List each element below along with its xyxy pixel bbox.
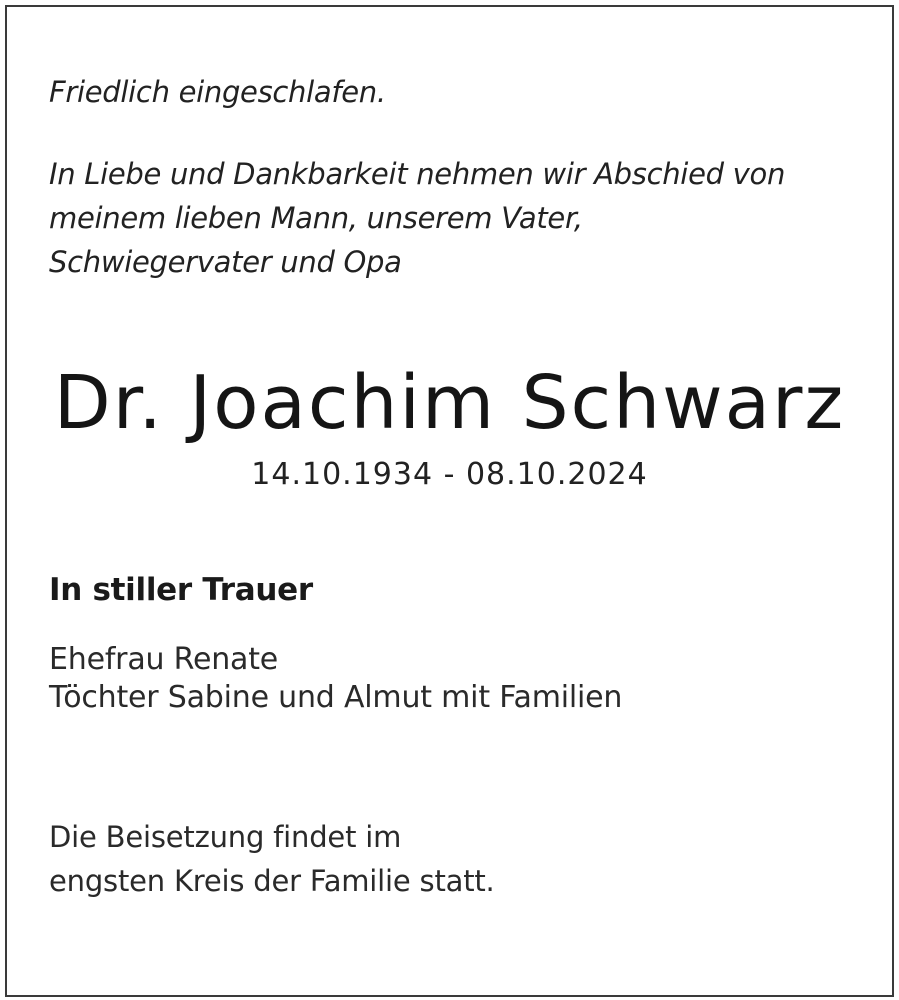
- funeral-line-1: Die Beisetzung findet im: [49, 820, 402, 854]
- mourning-title: In stiller Trauer: [49, 572, 313, 608]
- intro-line-2: In Liebe und Dankbarkeit nehmen wir Abschied von: [49, 157, 786, 191]
- funeral-line-2: engsten Kreis der Familie statt.: [49, 864, 495, 898]
- intro-line-4: Schwiegervater und Opa: [49, 245, 402, 279]
- mourner-line: Töchter Sabine und Almut mit Familien: [49, 680, 623, 715]
- deceased-name: Dr. Joachim Schwarz: [53, 360, 846, 446]
- mourner-line: Ehefrau Renate: [49, 642, 279, 677]
- intro-line-3: meinem lieben Mann, unserem Vater,: [49, 201, 583, 235]
- intro-line-1: Friedlich eingeschlafen.: [49, 75, 386, 109]
- life-dates: 14.10.1934 - 08.10.2024: [251, 457, 648, 492]
